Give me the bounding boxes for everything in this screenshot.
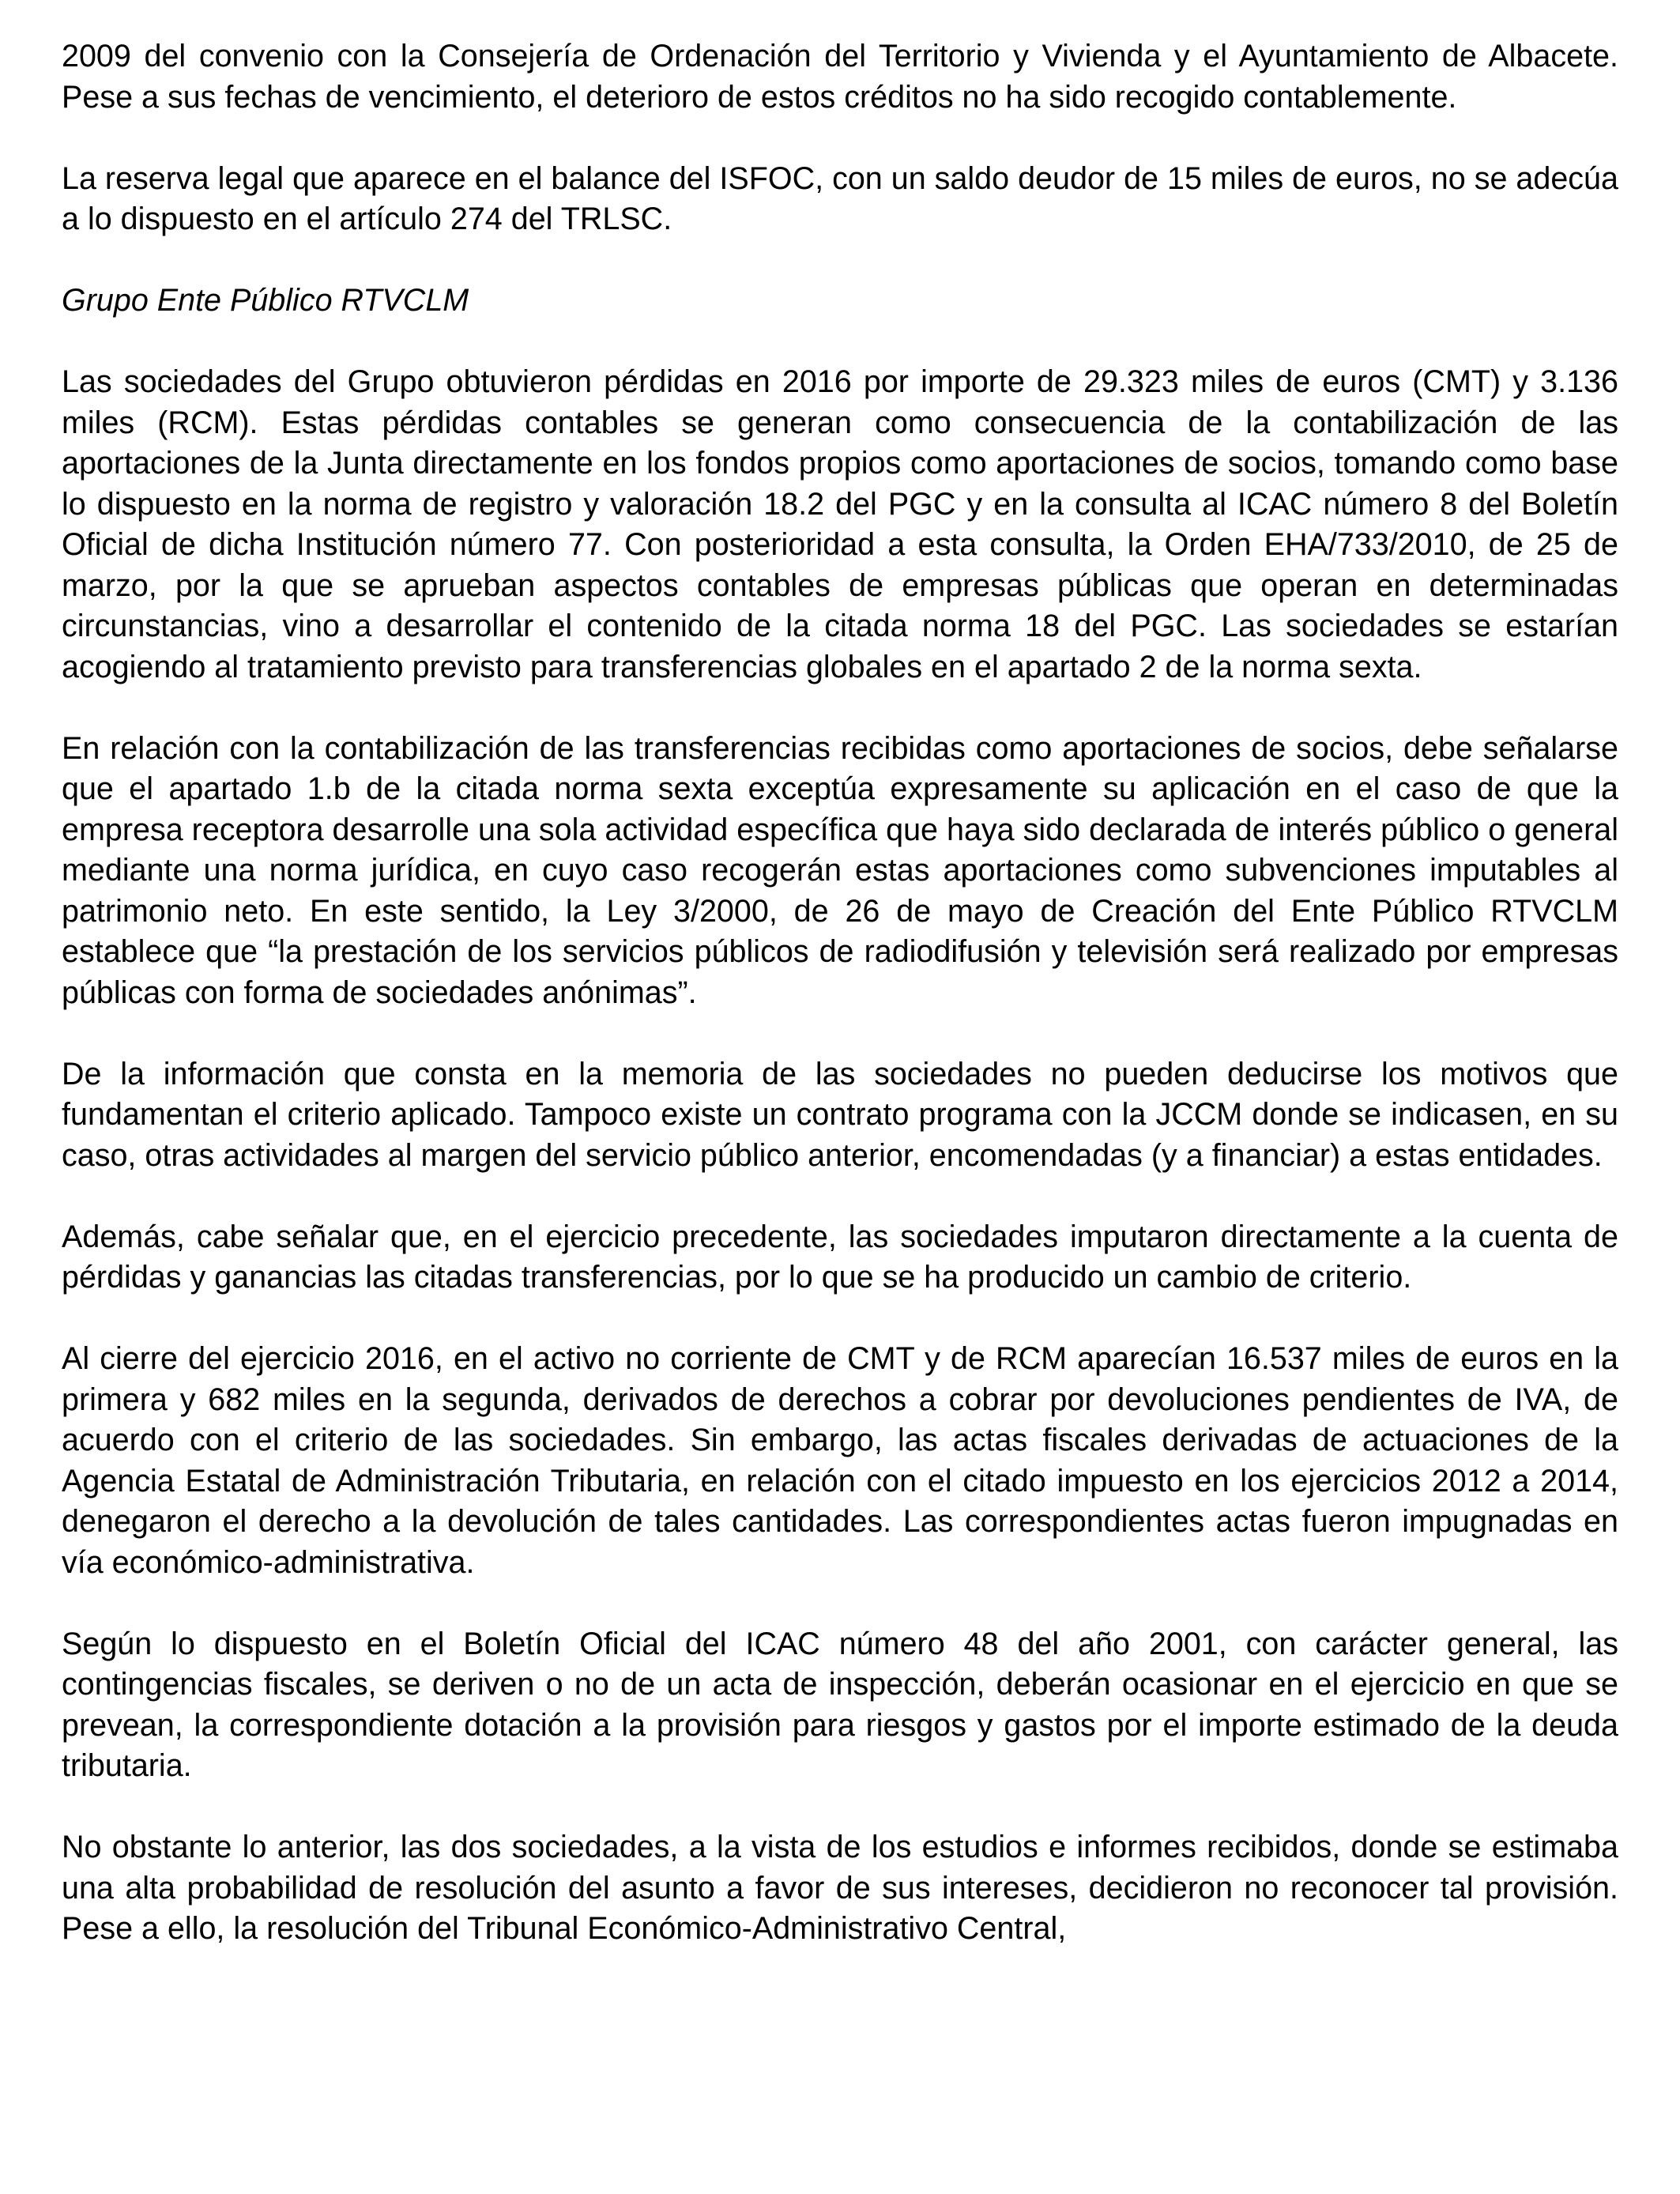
paragraph-transferencias: En relación con la contabilización de las transferencias recibidas como aportaciones de socios, debe señalarse que el apartado 1.b de la citada norma sexta exceptúa expresamente su aplicación en el caso de que la empresa receptora desarrolle una sola actividad específica que haya sido declarada de interés público o general mediante una norma jurídica, en cuyo caso recogerán estas aportaciones como subvenciones imputables al patrimonio neto. En este sentido, la Ley 3/2000, de 26 de mayo de Creación del Ente Público RTVCLM establece que “la prestación de los servicios públicos de radiodifusión y televisión será realizado por empresas públicas con forma de sociedades anónimas”. [62,730,1618,1010]
paragraph-cambio-criterio: Además, cabe señalar que, en el ejercicio precedente, las sociedades imputaron directamente a la cuenta de pérdidas y ganancias las citadas transferencias, por lo que se ha producido un cambio de criterio. [62,1219,1618,1295]
paragraph-provision: No obstante lo anterior, las dos sociedades, a la vista de los estudios e informes recibidos, donde se estimaba una alta probabilidad de resolución del asunto a favor de sus intereses, decidieron no reconocer tal provisión. Pese a ello, la resolución del Tribunal Económico-Administrativo Central, [62,1830,1618,1946]
paragraph-reserva-legal: La reserva legal que aparece en el balance del ISFOC, con un saldo deudor de 15 miles de euros, no se adecúa a lo dispuesto en el artículo 274 del TRLSC. [62,160,1618,236]
paragraph-memoria: De la información que consta en la memoria de las sociedades no pueden deducirse los motivos que fundamentan el criterio aplicado. Tampoco existe un contrato programa con la JCCM donde se indicasen, en su caso, otras actividades al margen del servicio público anterior, encomendadas (y a financiar) a estas entidades. [62,1056,1618,1173]
paragraph-devoluciones-iva: Al cierre del ejercicio 2016, en el activo no corriente de CMT y de RCM aparecían 16.537 miles de euros en la primera y 682 miles en la segunda, derivados de derechos a cobrar por devoluciones pendientes de IVA, de acuerdo con el criterio de las sociedades. Sin embargo, las actas fiscales derivadas de actuaciones de la Agencia Estatal de Administración Tributaria, en relación con el citado impuesto en los ejercicios 2012 a 2014, denegaron el derecho a la devolución de tales cantidades. Las correspondientes actas fueron impugnadas en vía económico-administrativa. [62,1341,1618,1580]
paragraph-contingencias-fiscales: Según lo dispuesto en el Boletín Oficial del ICAC número 48 del año 2001, con carácter general, las contingencias fiscales, se deriven o no de un acta de inspección, deberán ocasionar en el ejercicio en que se prevean, la correspondiente dotación a la provisión para riesgos y gastos por el importe estimado de la deuda tributaria. [62,1626,1618,1783]
document-page [62,36,1618,1990]
paragraph-convenio-albacete: 2009 del convenio con la Consejería de Ordenación del Territorio y Vivienda y el Ayuntamiento de Albacete. Pese a sus fechas de vencimiento, el deterioro de estos créditos no ha sido recogido contablemente. [62,39,1618,115]
section-heading-grupo-rtvclm: Grupo Ente Público RTVCLM [62,283,469,318]
paragraph-perdidas-2016: Las sociedades del Grupo obtuvieron pérdidas en 2016 por importe de 29.323 miles de euros (CMT) y 3.136 miles (RCM). Estas pérdidas contables se generan como consecuencia de la contabilización de las aportaciones de la Junta directamente en los fondos propios como aportaciones de socios, tomando como base lo dispuesto en la norma de registro y valoración 18.2 del PGC y en la consulta al ICAC número 8 del Boletín Oficial de dicha Institución número 77. Con posterioridad a esta consulta, la Orden EHA/733/2010, de 25 de marzo, por la que se aprueban aspectos contables de empresas públicas que operan en determinadas circunstancias, vino a desarrollar el contenido de la citada norma 18 del PGC. Las sociedades se estarían acogiendo al tratamiento previsto para transferencias globales en el apartado 2 de la norma sexta. [62,364,1618,684]
